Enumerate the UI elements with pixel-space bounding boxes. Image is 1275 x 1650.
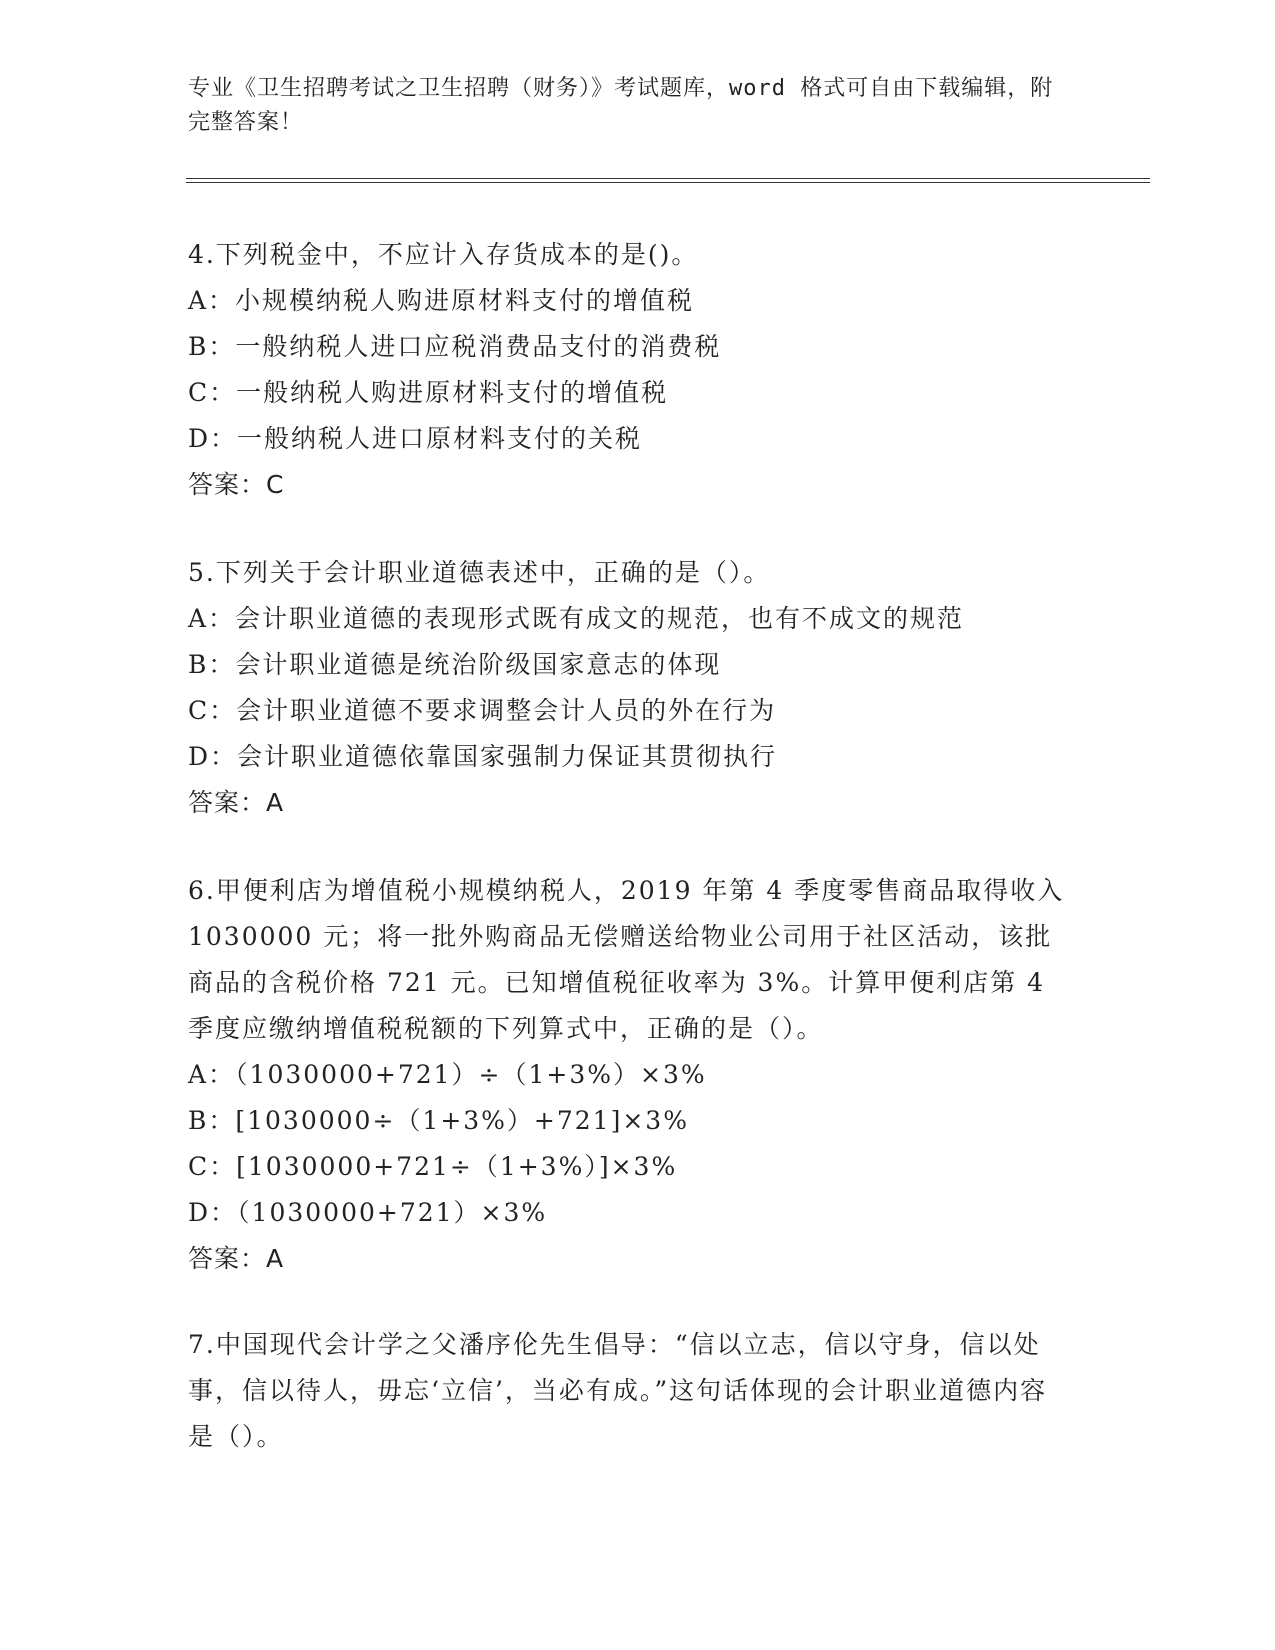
answer-line: 答案：A	[188, 788, 285, 817]
question-5	[188, 550, 1068, 826]
option-c: C：[1030000+721÷（1+3%）]×3%	[188, 1152, 678, 1181]
question-7	[188, 1322, 1068, 1460]
option-d: D：（1030000+721）×3%	[188, 1198, 548, 1227]
option-d: D：一般纳税人进口原材料支付的关税	[188, 424, 643, 453]
answer-line: 答案：A	[188, 1244, 285, 1273]
option-a: A：小规模纳税人购进原材料支付的增值税	[188, 286, 695, 315]
document-header	[188, 72, 1068, 140]
question-4	[188, 232, 1068, 508]
answer-line: 答案：C	[188, 470, 285, 499]
option-a: A：（1030000+721）÷（1+3%）×3%	[188, 1060, 707, 1089]
option-c: C：一般纳税人购进原材料支付的增值税	[188, 378, 669, 407]
header-divider-top	[186, 178, 1150, 179]
question-stem: 5.下列关于会计职业道德表述中，正确的是（）。	[188, 558, 771, 587]
question-stem: 4.下列税金中，不应计入存货成本的是()。	[188, 240, 699, 269]
header-divider-bottom	[186, 182, 1150, 183]
option-a: A：会计职业道德的表现形式既有成文的规范，也有不成文的规范	[188, 604, 965, 633]
option-b: B：一般纳税人进口应税消费品支付的消费税	[188, 332, 722, 361]
option-d: D：会计职业道德依靠国家强制力保证其贯彻执行	[188, 742, 778, 771]
option-c: C：会计职业道德不要求调整会计人员的外在行为	[188, 696, 777, 725]
option-b: B：[1030000÷（1+3%）+721]×3%	[188, 1106, 689, 1135]
question-stem: 6.甲便利店为增值税小规模纳税人，2019 年第 4 季度零售商品取得收入 1030000 元；将一批外购商品无偿赠送给物业公司用于社区活动，该批商品的含税价格 721 元。已知增值税征收率为 3%。计算甲便利店第 4 季度应缴纳增值税税额的下列算式中，正确的是（）。	[188, 876, 1065, 1043]
question-6	[188, 868, 1068, 1282]
question-stem: 7.中国现代会计学之父潘序伦先生倡导：“信以立志，信以守身，信以处事，信以待人，毋忘‘立信’，当必有成。”这句话体现的会计职业道德内容是（）。	[188, 1330, 1048, 1451]
header-intro-text: 专业《卫生招聘考试之卫生招聘（财务）》考试题库，word 格式可自由下载编辑，附完整答案！	[188, 76, 1054, 135]
option-b: B：会计职业道德是统治阶级国家意志的体现	[188, 650, 722, 679]
